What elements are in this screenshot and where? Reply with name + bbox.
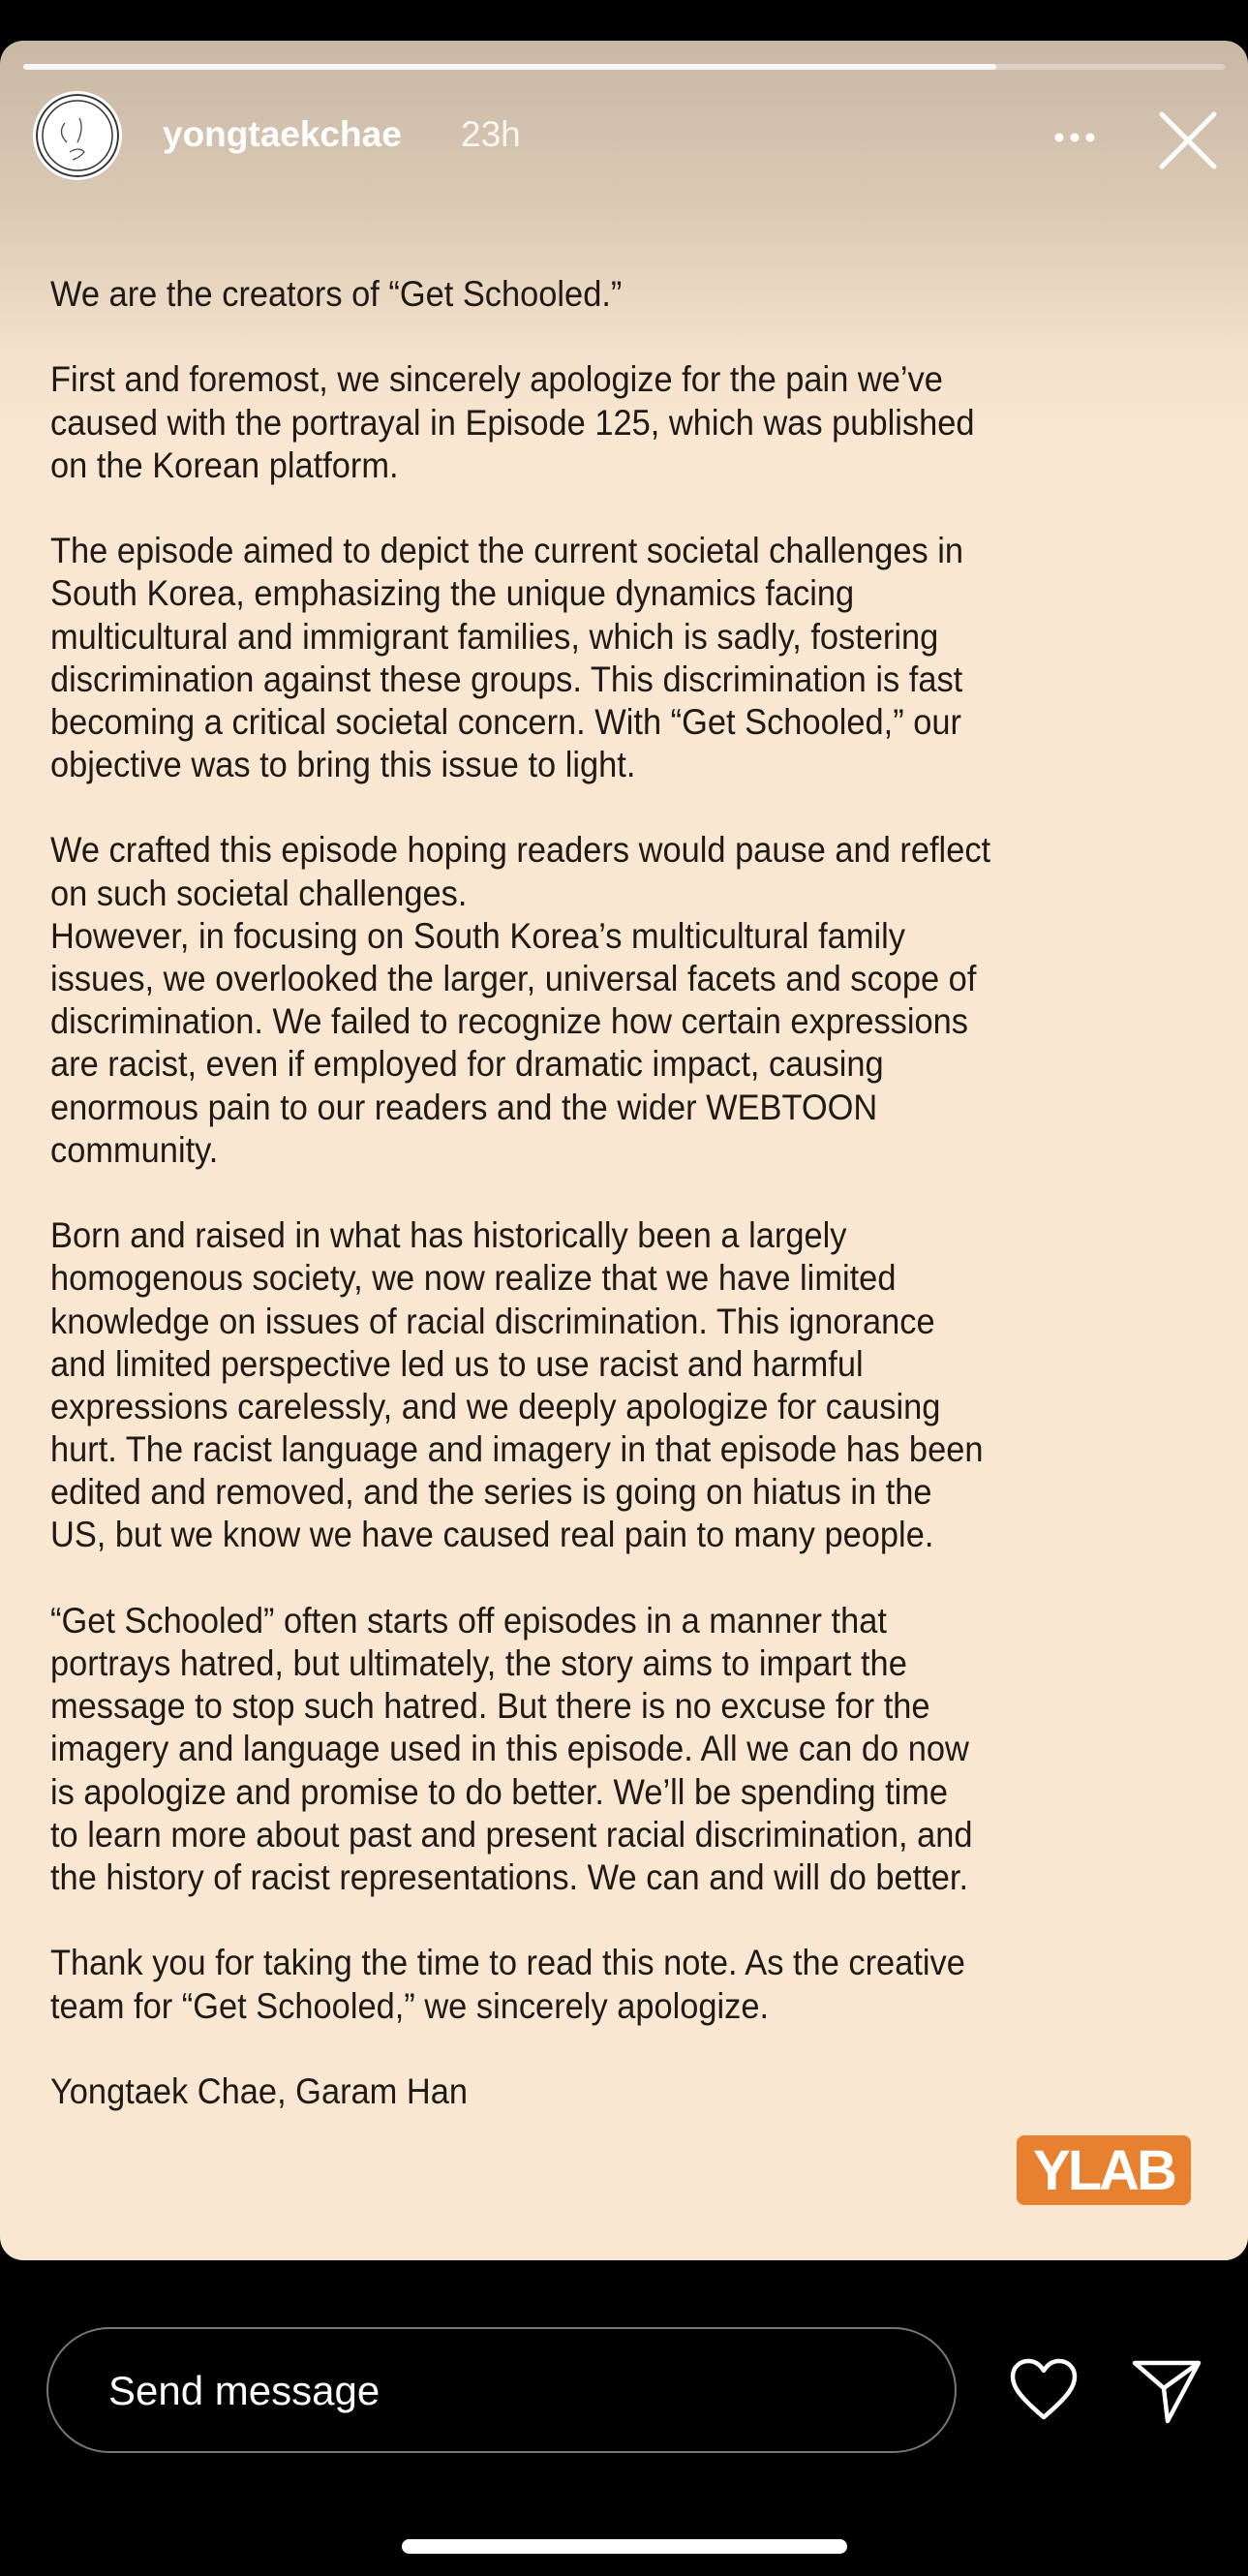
- signature-logo-icon: [36, 94, 119, 177]
- text-line: The episode aimed to depict the current societal challenges in: [50, 531, 964, 571]
- text-line: “Get Schooled” often starts off episodes in a manner that: [50, 1600, 887, 1641]
- story-progress-bar: [23, 64, 1225, 70]
- username[interactable]: yongtaekchae: [163, 114, 402, 154]
- text-line: portrays hatred, but ultimately, the story aims to impart the: [50, 1643, 907, 1683]
- ylab-logo: [1017, 2135, 1191, 2205]
- more-options-icon[interactable]: [1046, 116, 1104, 155]
- text-line: and limited perspective led us to use racist and harmful: [50, 1343, 864, 1384]
- text-line: edited and removed, and the series is going on hiatus in the: [50, 1472, 932, 1513]
- text-line: community.: [50, 1129, 219, 1170]
- home-indicator: [402, 2539, 847, 2554]
- text-line: hurt. The racist language and imagery in that episode has been: [50, 1429, 984, 1470]
- text-line: becoming a critical societal concern. With “Get Schooled,” our: [50, 701, 961, 742]
- text-line: caused with the portrayal in Episode 125, which was published: [50, 402, 975, 443]
- text-line: multicultural and immigrant families, which is sadly, fostering: [50, 616, 939, 657]
- post-text: [50, 273, 990, 2113]
- text-line: [50, 1899, 990, 1942]
- text-line: [50, 316, 990, 358]
- text-line: South Korea, emphasizing the unique dynamics facing: [50, 573, 855, 614]
- text-line: However, in focusing on South Korea’s multicultural family: [50, 915, 905, 956]
- text-line: Born and raised in what has historically been a largely: [50, 1215, 847, 1256]
- text-line: objective was to bring this issue to light.: [50, 745, 636, 785]
- text-line: expressions carelessly, and we deeply apologize for causing: [50, 1386, 941, 1426]
- text-line: [50, 2028, 990, 2070]
- text-line: US, but we know we have caused real pain to many people.: [50, 1515, 934, 1555]
- text-line: on such societal challenges.: [50, 873, 468, 913]
- post-time: 23h: [461, 114, 521, 154]
- text-line: Yongtaek Chae, Garam Han: [50, 2070, 469, 2111]
- text-line: team for “Get Schooled,” we sincerely apologize.: [50, 1985, 770, 2026]
- text-line: imagery and language used in this episode. All we can do now: [50, 1729, 969, 1769]
- text-line: message to stop such hatred. But there is no excuse for the: [50, 1686, 930, 1727]
- story-card: [0, 41, 1248, 2260]
- text-line: Thank you for taking the time to read this note. As the creative: [50, 1943, 965, 1983]
- text-line: enormous pain to our readers and the wider WEBTOON: [50, 1087, 878, 1127]
- avatar[interactable]: [33, 91, 122, 180]
- text-line: [50, 487, 990, 530]
- text-line: We are the creators of “Get Schooled.”: [50, 274, 623, 314]
- text-line: issues, we overlooked the larger, universal facets and scope of: [50, 959, 977, 998]
- text-line: discrimination. We failed to recognize how certain expressions: [50, 1001, 969, 1042]
- text-line: to learn more about past and present racial discrimination, and: [50, 1814, 973, 1855]
- text-line: knowledge on issues of racial discrimination. This ignorance: [50, 1301, 935, 1341]
- text-line: is apologize and promise to do better. We’ll be spending time: [50, 1771, 949, 1812]
- close-icon[interactable]: [1158, 110, 1218, 170]
- text-line: First and foremost, we sincerely apologize for the pain we’ve: [50, 359, 943, 400]
- send-message-placeholder: Send message: [108, 2368, 380, 2413]
- logo-text: YLAB: [1033, 2138, 1174, 2202]
- text-line: are racist, even if employed for dramatic impact, causing: [50, 1044, 884, 1085]
- text-line: [50, 1557, 990, 1600]
- text-line: on the Korean platform.: [50, 445, 399, 485]
- text-line: homogenous society, we now realize that we have limited: [50, 1258, 897, 1299]
- text-line: discrimination against these groups. This discrimination is fast: [50, 659, 963, 699]
- text-line: [50, 1172, 990, 1214]
- text-line: [50, 786, 990, 829]
- send-message-input[interactable]: [46, 2327, 957, 2453]
- text-line: We crafted this episode hoping readers would pause and reflect: [50, 830, 991, 871]
- send-direct-icon[interactable]: [1131, 2357, 1202, 2425]
- story-progress-fill: [23, 64, 996, 70]
- heart-icon[interactable]: [1009, 2357, 1079, 2421]
- text-line: the history of racist representations. We can and will do better.: [50, 1856, 969, 1897]
